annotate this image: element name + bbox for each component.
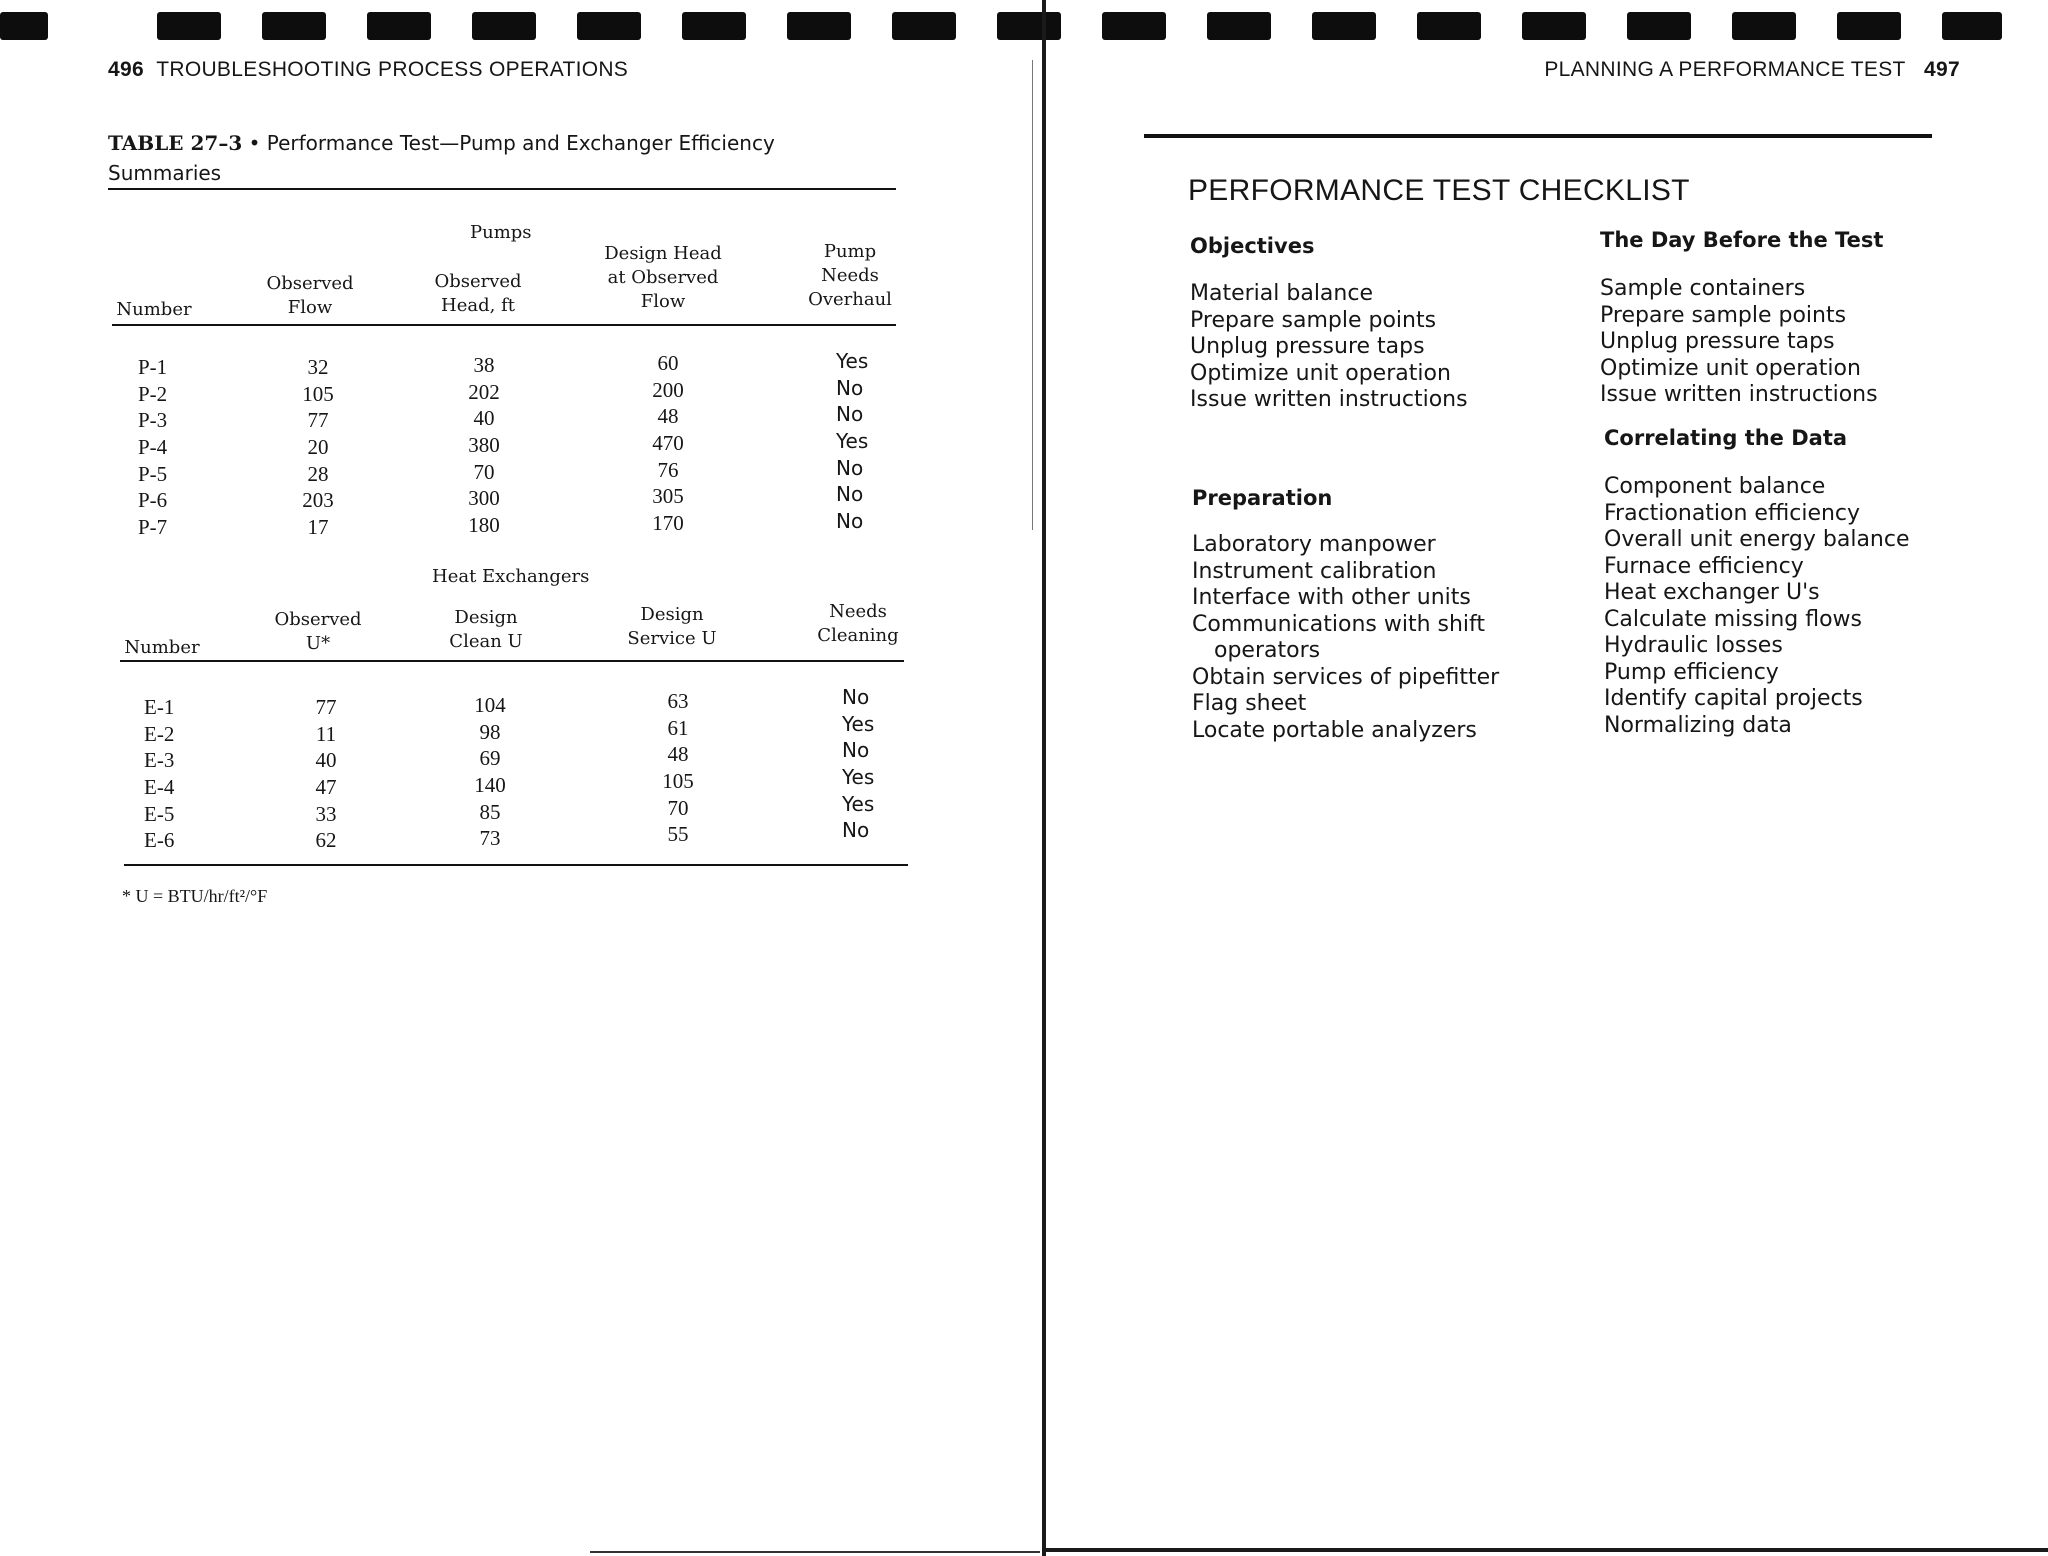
table-cell: No (836, 375, 864, 400)
list-item: Overall unit energy balance (1604, 527, 1910, 552)
binding-hole (892, 12, 956, 40)
list-item: Prepare sample points (1190, 307, 1437, 333)
day-before-list (1600, 276, 1878, 409)
table-cell: 20 (307, 435, 329, 460)
gutter-line (1032, 60, 1033, 530)
list-item: Interface with other units (1192, 585, 1471, 610)
table-cell: Yes (836, 349, 869, 373)
header-line: U* (305, 633, 331, 654)
preparation-list (1192, 532, 1499, 744)
binding-hole (367, 12, 431, 40)
table-cell: 40 (473, 406, 495, 431)
exchangers-col-cleaning (842, 684, 922, 844)
list-item: Normalizing data (1604, 712, 1792, 738)
exchangers-col-service (638, 688, 718, 848)
checklist-top-rule (1144, 134, 1932, 138)
list-item: Instrument calibration (1192, 558, 1437, 584)
list-item: Component balance (1604, 474, 1826, 499)
table-cell: No (842, 738, 870, 763)
objectives-list (1190, 281, 1468, 414)
table-cell: P-6 (138, 488, 168, 513)
list-item: Identify capital projects (1604, 686, 1863, 711)
header-line: Needs (829, 601, 887, 622)
table-cell: 202 (468, 379, 500, 404)
table-cell: 48 (667, 742, 689, 767)
table-cell: E-2 (144, 721, 175, 746)
table-cell: 62 (315, 828, 337, 853)
binding-hole (1102, 12, 1166, 40)
table-cell: P-3 (138, 408, 168, 433)
list-item: Prepare sample points (1600, 302, 1847, 328)
table-cell: 33 (315, 801, 337, 826)
list-item: Furnace efficiency (1604, 553, 1804, 579)
list-item: Issue written instructions (1190, 387, 1468, 412)
binding-hole (1312, 12, 1376, 40)
list-item: Locate portable analyzers (1192, 717, 1477, 743)
table-title (108, 128, 808, 188)
table-cell: P-7 (138, 515, 168, 540)
table-cell: 70 (473, 459, 495, 484)
exchangers-col-number (144, 694, 224, 854)
table-cell: 55 (667, 822, 689, 847)
binding-holes (0, 12, 2048, 42)
list-item: Flag sheet (1192, 691, 1307, 716)
objectives-heading: Objectives (1190, 234, 1315, 258)
table-footnote: * U = BTU/hr/ft²/°F (122, 886, 268, 906)
table-cell: 76 (657, 457, 679, 482)
header-line: Pump (823, 241, 877, 262)
exchangers-col-observed (286, 694, 366, 854)
book-spine (1042, 0, 1046, 1556)
table-cell: Yes (842, 711, 875, 736)
binding-hole (1522, 12, 1586, 40)
header-line: Flow (287, 297, 333, 318)
table-cell: Yes (842, 765, 875, 790)
pumps-header-design-head (588, 242, 738, 314)
table-cell: E-4 (144, 775, 175, 800)
table-top-rule (108, 188, 896, 190)
table-cell: 200 (652, 377, 684, 402)
header-line: at Observed (607, 267, 719, 288)
right-running-head-text: PLANNING A PERFORMANCE TEST (1544, 58, 1906, 81)
preparation-heading: Preparation (1192, 486, 1333, 510)
list-item: Hydraulic losses (1604, 633, 1783, 658)
exchangers-col-clean (450, 692, 530, 852)
table-cell: 32 (307, 355, 329, 379)
table-cell: 73 (479, 826, 501, 851)
list-item: Pump efficiency (1604, 659, 1779, 685)
table-cell: 17 (307, 515, 329, 540)
table-cell: P-2 (138, 381, 168, 406)
table-cell: 28 (307, 461, 329, 486)
header-line: Design (454, 607, 518, 628)
binding-hole (787, 12, 851, 40)
table-cell: E-1 (144, 695, 175, 719)
table-cell: P-1 (138, 355, 168, 379)
header-line: Cleaning (817, 625, 899, 646)
checklist-title: PERFORMANCE TEST CHECKLIST (1188, 174, 1690, 207)
list-item: Calculate missing flows (1604, 606, 1862, 632)
correlating-heading: Correlating the Data (1604, 426, 1848, 450)
header-line: Design (640, 604, 704, 625)
bottom-edge-rule (1046, 1548, 2048, 1552)
binding-hole (157, 12, 221, 40)
binding-hole (1942, 12, 2002, 40)
list-item: Laboratory manpower (1192, 532, 1436, 557)
list-item: operators (1214, 638, 1321, 663)
table-cell: 203 (302, 488, 334, 513)
list-item: Issue written instructions (1600, 382, 1878, 407)
left-running-head (108, 58, 628, 82)
table-cell: 38 (473, 353, 495, 377)
day-before-heading: The Day Before the Test (1600, 228, 1884, 252)
table-cell: 77 (315, 695, 337, 719)
table-cell: 105 (302, 381, 334, 406)
pumps-col-head (444, 352, 524, 539)
table-cell: 104 (474, 693, 506, 717)
table-cell: 69 (479, 746, 501, 771)
table-label: TABLE 27–3 (108, 131, 243, 155)
table-cell: 47 (315, 775, 337, 800)
binding-hole (997, 12, 1061, 40)
header-line: Clean U (449, 631, 523, 652)
table-cell: 170 (652, 511, 684, 536)
exchangers-header-design-service-u (612, 603, 732, 651)
table-cell: 85 (479, 799, 501, 824)
binding-hole (1417, 12, 1481, 40)
pumps-section-title: Pumps (470, 222, 532, 243)
exchangers-section-title: Heat Exchangers (432, 566, 590, 587)
header-line: Observed (274, 609, 362, 630)
table-cell: 60 (657, 351, 679, 375)
binding-hole (1732, 12, 1796, 40)
table-cell: 40 (315, 748, 337, 773)
header-line: Design Head (604, 243, 722, 264)
table-cell: 305 (652, 484, 684, 509)
pumps-col-flow (278, 354, 358, 541)
list-item: Unplug pressure taps (1190, 334, 1425, 359)
pumps-header-observed-head (418, 270, 538, 318)
pumps-header-needs-overhaul (790, 240, 910, 312)
table-cell: 300 (468, 486, 500, 511)
table-cell: 98 (479, 719, 501, 744)
pumps-col-design (628, 350, 708, 537)
table-cell: E-3 (144, 748, 175, 773)
table-title-line2: Summaries (108, 161, 222, 185)
header-line: Flow (640, 291, 686, 312)
list-item: Communications with shift (1192, 611, 1486, 637)
correlating-list (1604, 474, 1910, 739)
pumps-header-observed-flow (250, 272, 370, 320)
list-item: Optimize unit operation (1600, 355, 1861, 381)
list-item: Optimize unit operation (1190, 360, 1451, 386)
exchangers-header-observed-u (258, 608, 378, 656)
table-cell: 105 (662, 769, 694, 794)
binding-hole (682, 12, 746, 40)
table-cell: 380 (468, 433, 500, 458)
right-running-head (1544, 58, 1960, 82)
binding-hole (1837, 12, 1901, 40)
list-item: Sample containers (1600, 276, 1806, 301)
table-cell: No (836, 482, 864, 507)
table-cell: 48 (657, 404, 679, 429)
table-cell: No (836, 509, 864, 534)
table-cell: 63 (667, 689, 689, 713)
header-line: Overhaul (808, 289, 892, 310)
header-line: Needs (821, 265, 879, 286)
binding-hole (577, 12, 641, 40)
table-cell: Yes (842, 791, 875, 816)
list-item: Heat exchanger U's (1604, 580, 1820, 605)
header-line: Observed (266, 273, 354, 294)
pumps-col-overhaul (836, 348, 916, 535)
list-item: Obtain services of pipefitter (1192, 664, 1500, 690)
list-item: Fractionation efficiency (1604, 500, 1861, 526)
table-cell: E-5 (144, 801, 175, 826)
exchangers-header-design-clean-u (426, 606, 546, 654)
pumps-header-number: Number (116, 299, 192, 320)
right-page-number: 497 (1924, 58, 1960, 81)
exchangers-header-needs-cleaning (798, 600, 918, 648)
binding-hole (262, 12, 326, 40)
table-cell: 61 (667, 715, 689, 740)
binding-hole (1207, 12, 1271, 40)
table-cell: Yes (836, 429, 869, 454)
table-cell: 180 (468, 513, 500, 538)
table-cell: 140 (474, 773, 506, 798)
left-page-number: 496 (108, 58, 144, 81)
table-cell: 11 (315, 721, 337, 746)
list-item: Material balance (1190, 281, 1373, 306)
binding-hole (0, 12, 48, 40)
bottom-edge-rule-left (590, 1551, 1040, 1553)
binding-hole (472, 12, 536, 40)
table-cell: No (842, 685, 870, 709)
pumps-col-number (138, 354, 218, 541)
table-cell: No (842, 818, 870, 843)
table-cell: 77 (307, 408, 329, 433)
header-line: Service U (627, 628, 717, 649)
table-cell: E-6 (144, 828, 175, 853)
header-line: Head, ft (441, 295, 515, 316)
table-bottom-rule (124, 864, 908, 866)
table-cell: 70 (667, 795, 689, 820)
table-cell: 470 (652, 431, 684, 456)
exchangers-header-rule (120, 660, 904, 662)
table-cell: P-4 (138, 435, 168, 460)
header-line: Observed (434, 271, 522, 292)
exchangers-header-number: Number (124, 637, 200, 658)
table-cell: No (836, 402, 864, 427)
binding-hole (1627, 12, 1691, 40)
table-title-line1: • Performance Test—Pump and Exchanger Efficiency (248, 131, 775, 155)
table-cell: No (836, 455, 864, 480)
pumps-header-rule (112, 324, 896, 326)
left-running-head-text: TROUBLESHOOTING PROCESS OPERATIONS (156, 58, 629, 81)
list-item: Unplug pressure taps (1600, 329, 1835, 354)
table-cell: P-5 (138, 461, 168, 486)
